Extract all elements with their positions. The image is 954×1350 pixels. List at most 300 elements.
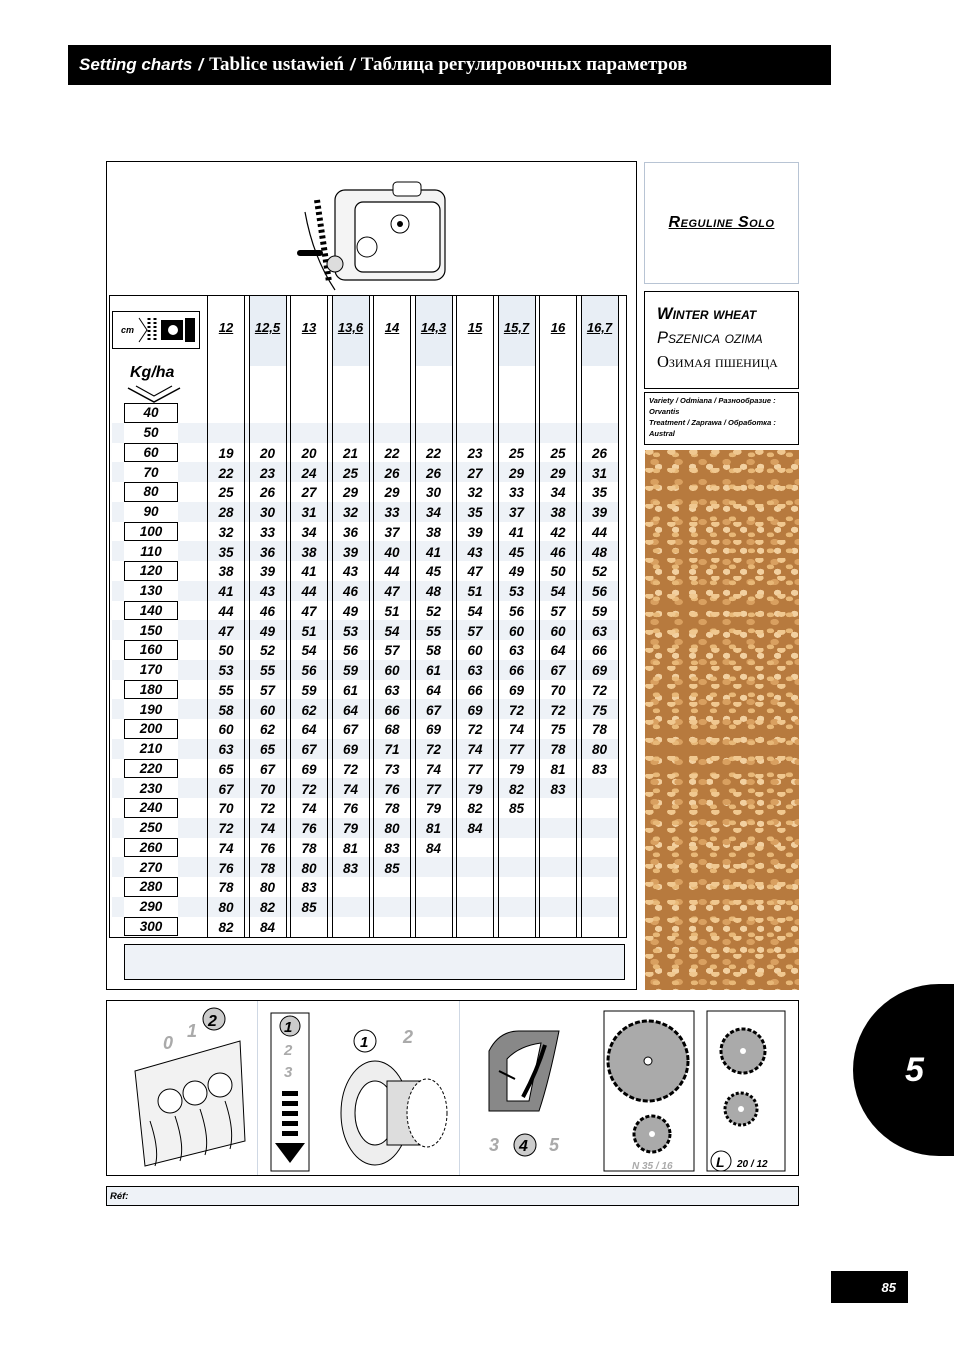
setting-value: 22 <box>218 465 234 481</box>
setting-value: 28 <box>218 505 234 521</box>
setting-value: 76 <box>384 781 400 797</box>
rate-cell: 160 <box>124 640 178 660</box>
setting-value: 57 <box>259 682 276 698</box>
setting-value: 74 <box>425 761 442 777</box>
setting-value: 38 <box>425 524 442 540</box>
spacing-column <box>415 295 453 938</box>
setting-value: 39 <box>259 564 276 580</box>
setting-value: 82 <box>508 781 525 797</box>
arrow-down-icon <box>126 384 182 404</box>
setting-value: 79 <box>342 821 359 837</box>
spacing-column <box>207 295 245 938</box>
rate-cell: 280 <box>124 877 178 897</box>
rate-cell: 50 <box>124 423 178 443</box>
setting-value: 60 <box>218 722 234 738</box>
rate-cell: 180 <box>124 680 178 700</box>
setting-value: 20 <box>301 445 317 461</box>
setting-value: 41 <box>218 584 234 600</box>
position-1: 1 <box>187 1021 198 1041</box>
crop-name-en: Winter wheat <box>657 305 757 323</box>
column-header: 16,7 <box>582 296 618 366</box>
setting-value: 66 <box>384 702 400 718</box>
setting-value: 74 <box>342 781 359 797</box>
setting-value: 54 <box>467 603 483 619</box>
setting-value: 48 <box>591 544 608 560</box>
setting-value: 72 <box>301 781 317 797</box>
setting-value: 58 <box>218 702 234 718</box>
setting-value: 69 <box>342 742 359 758</box>
treatment-label: Treatment / Zaprawa / Обработка : <box>649 418 776 427</box>
setting-value: 77 <box>467 761 483 777</box>
setting-value: 26 <box>591 445 608 461</box>
setting-value: 74 <box>259 821 276 837</box>
setting-value: 35 <box>591 485 608 501</box>
machine-title: Reguline Solo <box>668 214 775 231</box>
seed-drill-hopper-illustration <box>295 172 455 294</box>
setting-value: 56 <box>301 663 317 679</box>
variety-value: Orvantis <box>649 407 680 416</box>
setting-value: 26 <box>384 465 400 481</box>
setting-value: 59 <box>301 682 317 698</box>
setting-value: 38 <box>550 505 566 521</box>
rate-cell: 60 <box>124 443 178 463</box>
setting-value: 41 <box>508 524 525 540</box>
setting-value: 43 <box>467 544 483 560</box>
wheel-position-1: 1 <box>360 1034 369 1051</box>
setting-value: 19 <box>218 445 234 461</box>
setting-value: 72 <box>550 702 566 718</box>
setting-value: 57 <box>384 643 400 659</box>
column-header: 14 <box>384 320 400 335</box>
spacing-column <box>498 295 536 938</box>
metering-wheel-illustration <box>115 1001 255 1175</box>
rate-cell: 270 <box>124 857 178 877</box>
setting-value: 83 <box>384 840 400 856</box>
machine-title-box <box>644 162 799 284</box>
setting-value: 79 <box>508 761 525 777</box>
setting-value: 85 <box>384 860 400 876</box>
rate-column <box>124 403 178 936</box>
spacing-column <box>456 295 494 938</box>
setting-value: 44 <box>301 584 317 600</box>
setting-value: 61 <box>425 663 442 679</box>
setting-value: 35 <box>218 544 234 560</box>
gauge-position-4: 4 <box>519 1138 528 1155</box>
header-separator: / <box>350 55 355 74</box>
setting-value: 29 <box>384 485 400 501</box>
setting-value: 72 <box>218 821 234 837</box>
setting-value: 58 <box>425 643 442 659</box>
setting-value: 56 <box>508 603 525 619</box>
setting-value: 26 <box>425 465 442 481</box>
setting-value: 60 <box>259 702 276 718</box>
setting-value: 85 <box>301 900 317 916</box>
setting-value: 60 <box>384 663 400 679</box>
setting-value: 69 <box>301 761 317 777</box>
rate-unit-label: Kg/ha <box>130 364 175 381</box>
rate-cell: 140 <box>124 601 178 621</box>
setting-value: 33 <box>259 524 276 540</box>
setting-value: 57 <box>467 623 483 639</box>
rate-cell: 170 <box>124 660 178 680</box>
section-tab: 5 <box>853 984 954 1156</box>
setting-value: 77 <box>425 781 442 797</box>
rate-cell: 120 <box>124 561 178 581</box>
setting-value: 62 <box>301 702 317 718</box>
setting-value: 70 <box>550 682 566 698</box>
setting-value: 47 <box>301 603 317 619</box>
setting-value: 82 <box>218 919 234 935</box>
setting-value: 66 <box>467 682 483 698</box>
setting-value: 81 <box>425 821 442 837</box>
setting-value: 82 <box>467 801 483 817</box>
setting-value: 67 <box>218 781 234 797</box>
setting-value: 72 <box>342 761 359 777</box>
setting-value: 71 <box>384 742 400 758</box>
setting-value: 43 <box>259 584 276 600</box>
setting-value: 63 <box>591 623 608 639</box>
setting-value: 23 <box>467 445 483 461</box>
header-separator: / <box>198 55 204 74</box>
setting-value: 77 <box>508 742 525 758</box>
setting-value: 76 <box>342 801 359 817</box>
setting-value: 30 <box>259 505 276 521</box>
setting-value: 78 <box>301 840 317 856</box>
setting-value: 29 <box>342 485 359 501</box>
setting-value: 29 <box>550 465 566 481</box>
feed-wheel-illustration <box>327 1001 457 1175</box>
setting-value: 80 <box>259 880 276 896</box>
setting-value: 55 <box>259 663 276 679</box>
setting-value: 27 <box>301 485 317 501</box>
setting-value: 61 <box>342 682 359 698</box>
lever-position-1: 1 <box>284 1019 293 1036</box>
setting-value: 72 <box>591 682 608 698</box>
setting-value: 63 <box>508 643 525 659</box>
setting-value: 47 <box>218 623 234 639</box>
setting-value: 79 <box>467 781 483 797</box>
setting-value: 79 <box>425 801 442 817</box>
reference-field <box>106 1186 799 1206</box>
setting-value: 66 <box>591 643 608 659</box>
setting-value: 67 <box>550 663 566 679</box>
gearbox-n-illustration <box>602 1001 697 1175</box>
position-2: 2 <box>208 1013 217 1030</box>
setting-value: 59 <box>591 603 608 619</box>
setting-value: 48 <box>425 584 442 600</box>
rate-cell: 230 <box>124 778 178 798</box>
setting-value: 30 <box>425 485 442 501</box>
setting-value: 44 <box>218 603 234 619</box>
rate-cell: 240 <box>124 798 178 818</box>
gearbox-l-letter: L <box>716 1154 725 1170</box>
setting-value: 35 <box>467 505 483 521</box>
setting-value: 78 <box>218 880 234 896</box>
spacing-column <box>373 295 411 938</box>
rate-cell: 90 <box>124 502 178 522</box>
setting-value: 73 <box>384 761 400 777</box>
setting-value: 63 <box>218 742 234 758</box>
setting-value: 72 <box>467 722 483 738</box>
rate-cell: 100 <box>124 522 178 542</box>
setting-value: 64 <box>550 643 566 659</box>
setting-value: 50 <box>550 564 566 580</box>
setting-value: 60 <box>508 623 525 639</box>
setting-value: 81 <box>342 840 359 856</box>
header-title-en: Setting charts <box>79 55 193 74</box>
setting-value: 69 <box>591 663 608 679</box>
setting-value: 62 <box>259 722 276 738</box>
setting-value: 42 <box>550 524 566 540</box>
setting-value: 36 <box>259 544 276 560</box>
setting-value: 27 <box>467 465 483 481</box>
rate-cell: 290 <box>124 897 178 917</box>
setting-value: 80 <box>384 821 400 837</box>
header-title-ru: Таблица регулировочных параметров <box>360 54 688 75</box>
setting-value: 83 <box>301 880 317 896</box>
spacing-column <box>249 295 287 938</box>
setting-value: 57 <box>550 603 566 619</box>
setting-value: 67 <box>259 761 276 777</box>
setting-value: 69 <box>425 722 442 738</box>
setting-value: 41 <box>425 544 442 560</box>
setting-value: 54 <box>301 643 317 659</box>
rate-cell: 150 <box>124 620 178 640</box>
crop-name-ru: Озимая пшеница <box>657 352 778 371</box>
treatment-value: Austral <box>649 429 675 438</box>
setting-value: 33 <box>384 505 400 521</box>
column-header: 13 <box>301 320 317 335</box>
setting-value: 78 <box>259 860 276 876</box>
setting-value: 84 <box>425 840 442 856</box>
setting-value: 31 <box>301 505 317 521</box>
setting-value: 52 <box>425 603 442 619</box>
setting-value: 39 <box>342 544 359 560</box>
crop-name-pl: Pszenica ozima <box>657 329 763 347</box>
setting-value: 74 <box>508 722 525 738</box>
rate-cell: 260 <box>124 838 178 858</box>
setting-value: 52 <box>591 564 608 580</box>
setting-value: 49 <box>259 623 276 639</box>
crop-name-box <box>644 291 799 389</box>
setting-value: 72 <box>508 702 525 718</box>
setting-value: 83 <box>550 781 566 797</box>
setting-value: 84 <box>467 821 483 837</box>
setting-value: 69 <box>467 702 483 718</box>
setting-value: 53 <box>342 623 359 639</box>
setting-value: 76 <box>301 821 317 837</box>
setting-value: 41 <box>301 564 317 580</box>
setting-value: 47 <box>467 564 483 580</box>
gearbox-n-label: N 35 / 16 <box>632 1161 673 1172</box>
gearbox-l-label: 20 / 12 <box>737 1159 768 1170</box>
setting-value: 82 <box>259 900 276 916</box>
setting-value: 74 <box>301 801 317 817</box>
setting-value: 84 <box>259 919 276 935</box>
gauge-position-5: 5 <box>549 1135 560 1155</box>
spacing-column <box>290 295 328 938</box>
rate-cell: 110 <box>124 541 178 561</box>
setting-value: 45 <box>508 544 525 560</box>
setting-value: 51 <box>467 584 483 600</box>
setting-value: 83 <box>342 860 359 876</box>
setting-value: 34 <box>425 505 442 521</box>
rate-cell: 80 <box>124 482 178 502</box>
wheat-grain-photo <box>645 450 799 990</box>
cm-label: cm <box>121 325 135 335</box>
setting-value: 54 <box>384 623 400 639</box>
setting-value: 64 <box>342 702 359 718</box>
setting-value: 78 <box>384 801 400 817</box>
setting-value: 63 <box>384 682 400 698</box>
setting-value: 59 <box>342 663 359 679</box>
setting-value: 34 <box>550 485 566 501</box>
setting-value: 32 <box>218 524 234 540</box>
setting-value: 51 <box>384 603 400 619</box>
setting-value: 66 <box>508 663 525 679</box>
setting-value: 43 <box>342 564 359 580</box>
rate-cell: 200 <box>124 719 178 739</box>
setting-value: 38 <box>218 564 234 580</box>
header-title-pl: Tablice ustawień <box>209 54 345 75</box>
setting-value: 51 <box>301 623 317 639</box>
rate-cell: 210 <box>124 739 178 759</box>
setting-value: 78 <box>550 742 566 758</box>
rate-cell: 300 <box>124 917 178 937</box>
setting-value: 60 <box>550 623 566 639</box>
setting-value: 56 <box>342 643 359 659</box>
setting-value: 34 <box>301 524 317 540</box>
page-number: 85 <box>831 1271 908 1303</box>
setting-value: 22 <box>425 445 442 461</box>
setting-value: 80 <box>218 900 234 916</box>
column-header: 15 <box>467 320 483 335</box>
setting-value: 44 <box>591 524 608 540</box>
setting-value: 26 <box>259 485 276 501</box>
setting-value: 65 <box>259 742 276 758</box>
setting-value: 78 <box>591 722 608 738</box>
setting-value: 40 <box>384 544 400 560</box>
adjustment-gauge-illustration <box>479 1001 589 1175</box>
setting-value: 68 <box>384 722 400 738</box>
rate-cell: 220 <box>124 759 178 779</box>
setting-value: 75 <box>550 722 566 738</box>
setting-value: 83 <box>591 761 608 777</box>
tractor-icon <box>113 312 199 348</box>
rate-cell: 40 <box>124 403 178 423</box>
setting-value: 75 <box>591 702 608 718</box>
setting-value: 55 <box>425 623 442 639</box>
setting-value: 31 <box>591 465 608 481</box>
setting-value: 74 <box>218 840 234 856</box>
setting-value: 46 <box>259 603 276 619</box>
setting-value: 23 <box>259 465 276 481</box>
setting-value: 37 <box>384 524 400 540</box>
setting-value: 24 <box>301 465 317 481</box>
setting-value: 65 <box>218 761 234 777</box>
setting-value: 22 <box>384 445 400 461</box>
setting-value: 69 <box>508 682 525 698</box>
setting-value: 32 <box>342 505 359 521</box>
setting-value: 25 <box>218 485 234 501</box>
setting-value: 54 <box>550 584 566 600</box>
setting-value: 64 <box>425 682 442 698</box>
setting-value: 56 <box>591 584 608 600</box>
column-header: 12 <box>218 320 234 335</box>
column-header: 12,5 <box>250 296 286 366</box>
setting-value: 85 <box>508 801 525 817</box>
setting-value: 63 <box>467 663 483 679</box>
setting-value: 39 <box>591 505 608 521</box>
setting-value: 38 <box>301 544 317 560</box>
setting-value: 46 <box>550 544 566 560</box>
setting-value: 36 <box>342 524 359 540</box>
wheel-position-2: 2 <box>403 1027 414 1047</box>
setting-value: 37 <box>508 505 525 521</box>
lever-position-3: 3 <box>284 1064 293 1081</box>
setting-value: 72 <box>259 801 276 817</box>
gearbox-l-illustration <box>705 1001 789 1175</box>
setting-value: 80 <box>591 742 608 758</box>
setting-value: 32 <box>467 485 483 501</box>
setting-value: 64 <box>301 722 317 738</box>
gauge-position-3: 3 <box>489 1135 500 1155</box>
column-header: 14,3 <box>416 296 452 366</box>
page-header <box>68 45 831 85</box>
setting-value: 67 <box>425 702 442 718</box>
setting-value: 39 <box>467 524 483 540</box>
column-header: 15,7 <box>499 296 535 366</box>
setting-value: 67 <box>342 722 359 738</box>
rate-cell: 130 <box>124 581 178 601</box>
setting-value: 72 <box>425 742 442 758</box>
spacing-column <box>581 295 619 938</box>
adjustment-illustrations <box>106 1000 799 1176</box>
setting-value: 21 <box>342 445 359 461</box>
setting-value: 20 <box>259 445 276 461</box>
setting-value: 70 <box>218 801 234 817</box>
setting-value: 49 <box>342 603 359 619</box>
spacing-column <box>539 295 577 938</box>
rate-cell: 70 <box>124 462 178 482</box>
setting-value: 76 <box>259 840 276 856</box>
setting-value: 52 <box>259 643 276 659</box>
setting-value: 81 <box>550 761 566 777</box>
setting-value: 46 <box>342 584 359 600</box>
setting-value: 25 <box>508 445 525 461</box>
setting-value: 25 <box>342 465 359 481</box>
setting-value: 76 <box>218 860 234 876</box>
position-0: 0 <box>163 1033 174 1053</box>
rate-cell: 190 <box>124 699 178 719</box>
setting-value: 67 <box>301 742 317 758</box>
setting-value: 47 <box>384 584 400 600</box>
setting-value: 25 <box>550 445 566 461</box>
setting-value: 50 <box>218 643 234 659</box>
setting-value: 53 <box>218 663 234 679</box>
setting-value: 49 <box>508 564 525 580</box>
column-header: 16 <box>550 320 566 335</box>
variety-label: Variety / Odmiana / Разнообразие : <box>649 396 776 405</box>
setting-value: 53 <box>508 584 525 600</box>
setting-value: 29 <box>508 465 525 481</box>
setting-value: 55 <box>218 682 234 698</box>
row-spacing-icon <box>112 311 200 349</box>
spacing-column <box>332 295 370 938</box>
setting-value: 45 <box>425 564 442 580</box>
setting-value: 70 <box>259 781 276 797</box>
notes-box <box>124 944 625 980</box>
